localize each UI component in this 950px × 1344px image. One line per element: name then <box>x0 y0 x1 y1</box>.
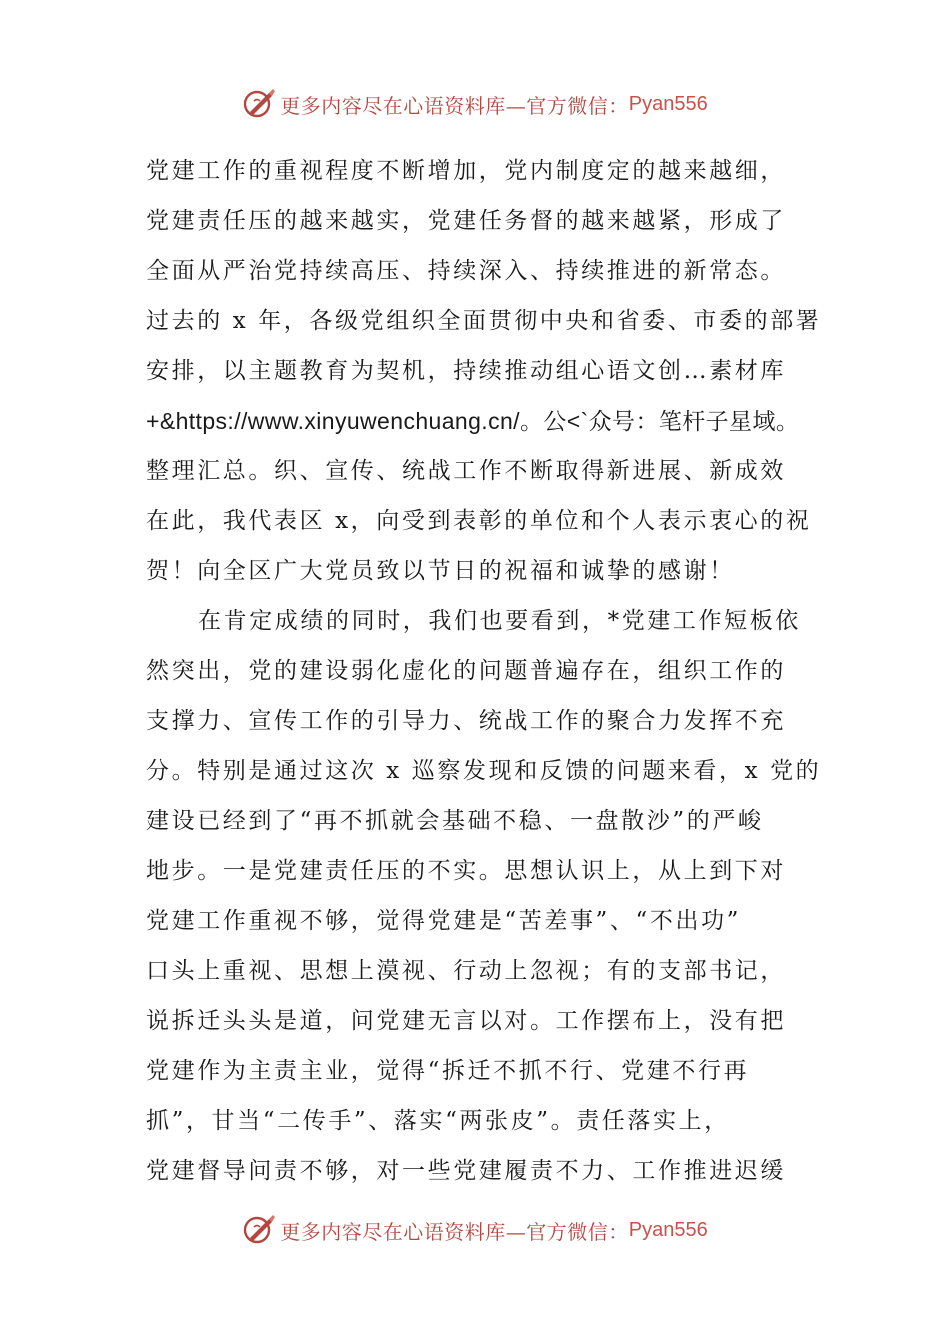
body-line: 口头上重视、思想上漠视、行动上忽视；有的支部书记， <box>146 958 786 984</box>
body-line: 党建工作的重视程度不断增加，党内制度定的越来越细， <box>146 158 786 184</box>
header-banner-handle: Pyan556 <box>628 92 708 115</box>
body-line: 建设已经到了“再不抓就会基础不稳、一盘散沙”的严峻 <box>146 808 764 834</box>
body-line: 安排，以主题教育为契机，持续推动组心语文创…素材库 <box>146 358 786 384</box>
footer-banner-text: 更多内容尽在心语资料库—官方微信： <box>280 1219 629 1244</box>
body-line: 党建督导问责不够，对一些党建履责不力、工作推进迟缓 <box>146 1158 786 1184</box>
body-line: 党建作为主责主业，觉得“拆迁不抓不行、党建不行再 <box>146 1058 750 1084</box>
body-line: 过去的 x 年，各级党组织全面贯彻中央和省委、市委的部署 <box>146 308 822 334</box>
header-banner <box>0 84 950 124</box>
footer-banner <box>0 1210 950 1250</box>
body-line: 在此，我代表区 x，向受到表彰的单位和个人表示衷心的祝 <box>146 508 812 534</box>
body-line: 党建责任压的越来越实，党建任务督的越来越紧，形成了 <box>146 208 786 234</box>
body-line: 全面从严治党持续高压、持续深入、持续推进的新常态。 <box>146 258 786 284</box>
body-line: 整理汇总。织、宣传、统战工作不断取得新进展、新成效 <box>146 458 786 484</box>
header-banner-text: 更多内容尽在心语资料库—官方微信： <box>280 93 629 118</box>
body-line: 地步。一是党建责任压的不实。思想认识上，从上到下对 <box>146 858 786 884</box>
document-body <box>146 146 826 1196</box>
quill-logo-icon <box>242 87 276 121</box>
body-line: 贺！向全区广大党员致以节日的祝福和诚挚的感谢！ <box>146 558 735 584</box>
body-line: 分。特别是通过这次 x 巡察发现和反馈的问题来看，x 党的 <box>146 758 822 784</box>
paragraph-start-line: 在肯定成绩的同时，我们也要看到，*党建工作短板依 <box>198 608 801 634</box>
body-line-url: +&https://www.xinyuwenchuang.cn/。公<`众号：笔杆子星域。 <box>146 408 800 434</box>
body-line: 说拆迁头头是道，问党建无言以对。工作摆布上，没有把 <box>146 1008 786 1034</box>
footer-banner-handle: Pyan556 <box>628 1218 708 1241</box>
quill-logo-icon <box>242 1213 276 1247</box>
body-line: 支撑力、宣传工作的引导力、统战工作的聚合力发挥不充 <box>146 708 786 734</box>
body-line: 然突出，党的建设弱化虚化的问题普遍存在，组织工作的 <box>146 658 786 684</box>
body-line: 抓”，甘当“二传手”、落实“两张皮”。责任落实上， <box>146 1108 730 1134</box>
body-line: 党建工作重视不够，觉得党建是“苦差事”、“不出功” <box>146 908 742 934</box>
